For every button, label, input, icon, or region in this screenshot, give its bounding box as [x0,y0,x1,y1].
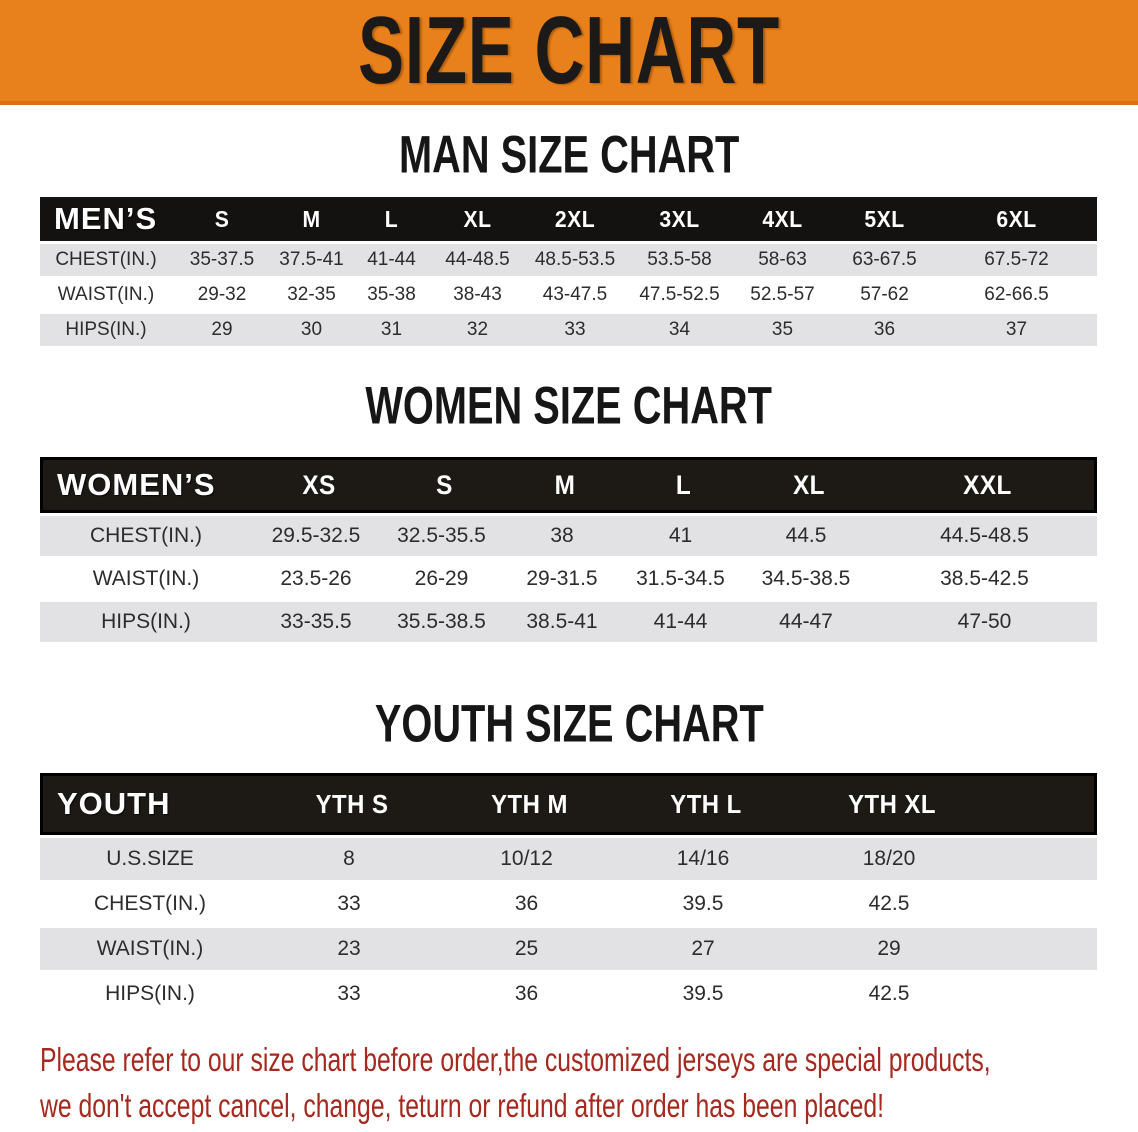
table-row [40,559,1097,599]
table-cell: 33 [337,982,361,1005]
table-cell: 32 [466,319,489,340]
table-cell: 29-32 [197,284,247,305]
table-cell: 33-35.5 [280,610,352,633]
table-row [40,883,1097,925]
men-table-label: MEN’S [54,201,158,236]
youth-table-label: YOUTH [57,786,171,821]
table-row [40,973,1097,1015]
size-chart-banner [0,0,1138,105]
table-cell: 67.5-72 [984,249,1049,270]
disclaimer-text [0,1037,1138,1129]
youth-size-column: YTH S [315,788,389,819]
women-size-column: L [675,469,692,500]
youth-size-column: YTH XL [848,788,936,819]
youth-table-header [40,773,1097,835]
table-row [40,838,1097,880]
table-cell: 27 [691,937,715,960]
row-label: CHEST(IN.) [90,524,202,547]
table-cell: 38 [550,524,574,547]
row-label: WAIST(IN.) [96,937,204,960]
table-cell: 63-67.5 [852,249,917,270]
table-cell: 34.5-38.5 [761,567,851,590]
row-label: HIPS(IN.) [105,982,195,1005]
row-label: CHEST(IN.) [94,892,206,915]
women-size-column: S [436,469,453,500]
table-cell: 35-37.5 [189,249,255,270]
table-cell: 53.5-58 [647,249,712,270]
youth-section-heading-text: YOUTH SIZE CHART [374,693,764,754]
table-cell: 41 [668,524,693,547]
table-cell: 29.5-32.5 [271,524,361,547]
table-row [40,314,1097,346]
table-cell: 52.5-57 [750,284,815,305]
table-cell: 47-50 [957,610,1012,633]
men-size-column: 4XL [762,205,803,232]
table-cell: 29 [211,319,233,340]
table-cell: 33 [337,892,361,915]
table-cell: 58-63 [758,249,807,270]
row-label: WAIST(IN.) [92,567,200,590]
men-table-header [40,197,1097,241]
women-table-label: WOMEN’S [57,467,216,502]
table-cell: 14/16 [676,847,730,870]
table-cell: 38.5-42.5 [940,567,1029,590]
men-size-column: S [214,205,230,232]
men-size-column: 6XL [996,205,1037,232]
men-size-column: 5XL [864,205,905,232]
table-cell: 43-47.5 [542,284,608,305]
table-cell: 37 [1005,319,1028,340]
men-size-column: M [302,205,321,232]
table-cell: 10/12 [500,847,553,870]
men-size-column: 3XL [659,205,700,232]
table-cell: 31.5-34.5 [636,567,725,590]
table-row [40,602,1097,642]
table-cell: 36 [514,982,539,1005]
table-cell: 32-35 [287,284,336,305]
table-row [40,244,1097,276]
table-cell: 30 [300,319,323,340]
table-cell: 39.5 [682,982,724,1005]
table-cell: 37.5-41 [279,249,344,270]
table-cell: 57-62 [860,284,909,305]
women-section-heading [0,375,1138,436]
table-row [40,928,1097,970]
table-cell: 38.5-41 [526,610,598,633]
table-cell: 44.5-48.5 [940,524,1029,547]
table-cell: 62-66.5 [984,284,1049,305]
table-cell: 41-44 [367,249,416,270]
table-cell: 33 [564,319,586,340]
table-cell: 35 [771,319,794,340]
table-cell: 29-31.5 [526,567,598,590]
table-cell: 23 [337,937,361,960]
row-label: WAIST(IN.) [57,284,155,305]
table-cell: 31 [380,319,403,340]
table-cell: 23.5-26 [280,567,352,590]
men-size-column: XL [463,205,492,232]
table-cell: 29 [877,937,901,960]
table-cell: 47.5-52.5 [639,284,720,305]
table-cell: 35.5-38.5 [397,610,486,633]
banner-title: SIZE CHART [358,0,780,104]
youth-size-table [40,773,1097,1015]
men-size-table [40,197,1097,346]
table-cell: 41-44 [653,610,708,633]
women-size-column: XS [302,469,336,500]
women-section-heading-text: WOMEN SIZE CHART [365,375,773,436]
women-size-column: XL [793,469,825,500]
disclaimer-line-2: we don't accept cancel, change, teturn or refund after order has been placed! [40,1087,885,1124]
men-size-column: L [384,205,399,232]
table-cell: 35-38 [367,284,416,305]
table-cell: 48.5-53.5 [534,249,616,270]
disclaimer-line-1: Please refer to our size chart before order,the customized jerseys are special products, [40,1041,991,1078]
table-row [40,516,1097,556]
table-cell: 26-29 [414,567,469,590]
youth-section-heading [0,693,1138,754]
table-cell: 42.5 [868,982,910,1005]
row-label: HIPS(IN.) [101,610,191,633]
row-label: CHEST(IN.) [55,249,157,270]
table-cell: 25 [514,937,539,960]
women-table-header [40,457,1097,513]
men-section-heading [0,124,1138,185]
youth-size-column: YTH M [491,788,568,819]
table-cell: 18/20 [862,847,916,870]
table-cell: 32.5-35.5 [397,524,486,547]
table-cell: 42.5 [868,892,910,915]
table-cell: 39.5 [682,892,724,915]
youth-size-column: YTH L [670,788,742,819]
table-cell: 8 [343,847,355,870]
table-cell: 44.5 [785,524,827,547]
women-size-column: XXL [963,469,1012,500]
women-size-table [40,457,1097,642]
table-cell: 36 [873,319,896,340]
table-cell: 36 [514,892,539,915]
men-size-column: 2XL [554,205,596,232]
row-label: HIPS(IN.) [65,319,147,340]
table-row [40,279,1097,311]
table-cell: 34 [668,319,691,340]
men-section-heading-text: MAN SIZE CHART [398,124,740,185]
row-label: U.S.SIZE [106,847,194,870]
women-size-column: M [554,469,576,500]
table-cell: 44-47 [779,610,833,633]
table-cell: 44-48.5 [445,249,510,270]
table-cell: 38-43 [453,284,502,305]
